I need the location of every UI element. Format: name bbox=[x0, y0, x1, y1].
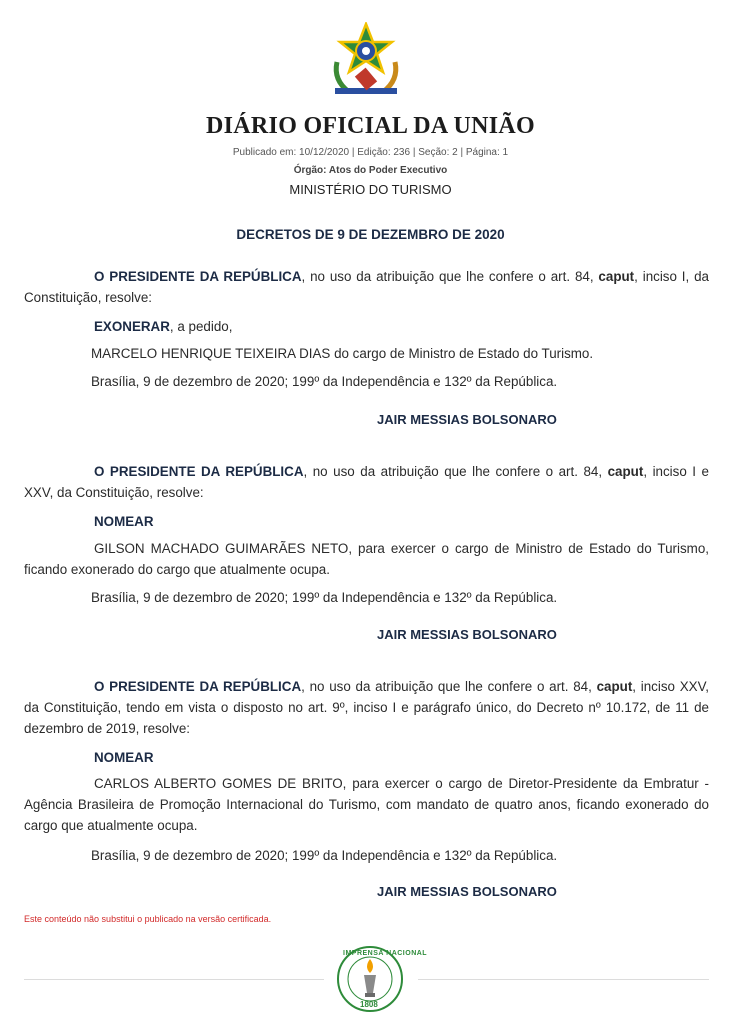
caput-label: caput bbox=[596, 679, 633, 694]
caput-label: caput bbox=[607, 464, 644, 479]
preamble-tail: , inciso XXV, da Constituição, tendo em vista o disposto no art. 9º, inciso I e parágrafo único, do Decreto nº 10.172, de 11 de dezembro de 2019, resolve: bbox=[24, 679, 709, 736]
decrees-title: DECRETOS DE 9 DE DEZEMBRO DE 2020 bbox=[236, 227, 505, 242]
imprensa-nacional-year: 1808 bbox=[360, 1000, 378, 1009]
action-tail: , a pedido, bbox=[169, 319, 233, 334]
decree-3-action: NOMEAR bbox=[94, 750, 154, 765]
preamble-text: , no uso da atribuição que lhe confere o art. 84, bbox=[303, 464, 608, 479]
decree-1-place-date: Brasília, 9 de dezembro de 2020; 199º da Independência e 132º da República. bbox=[91, 374, 558, 389]
president-label: O PRESIDENTE DA REPÚBLICA bbox=[94, 679, 302, 694]
decree-1-body: MARCELO HENRIQUE TEIXEIRA DIAS do cargo de Ministro de Estado do Turismo. bbox=[91, 346, 594, 361]
preamble-tail: , inciso I, da Constituição, resolve: bbox=[24, 269, 710, 305]
imprensa-nacional-text: IMPRENSA NACIONAL bbox=[343, 950, 428, 957]
disclaimer-text: Este conteúdo não substitui o publicado na versão certificada. bbox=[24, 914, 272, 924]
decree-1-action bbox=[94, 316, 232, 337]
publication-meta: Publicado em: 10/12/2020 | Edição: 236 | Seção: 2 | Página: 1 bbox=[232, 147, 509, 158]
decree-3-place-date: Brasília, 9 de dezembro de 2020; 199º da Independência e 132º da República. bbox=[91, 848, 558, 863]
decree-1-signature: JAIR MESSIAS BOLSONARO bbox=[377, 412, 557, 427]
president-label: O PRESIDENTE DA REPÚBLICA bbox=[94, 464, 304, 479]
footer-divider-right bbox=[418, 979, 709, 980]
decree-3-preamble bbox=[24, 676, 709, 739]
preamble-text: , no uso da atribuição que lhe confere o art. 84, bbox=[301, 679, 597, 694]
coat-of-arms-icon bbox=[329, 22, 403, 100]
caput-label: caput bbox=[598, 269, 635, 284]
footer-divider-left bbox=[24, 979, 324, 980]
action-label: EXONERAR bbox=[94, 319, 170, 334]
decree-3-signature: JAIR MESSIAS BOLSONARO bbox=[377, 884, 557, 899]
president-label: O PRESIDENTE DA REPÚBLICA bbox=[94, 269, 302, 284]
decree-2-signature: JAIR MESSIAS BOLSONARO bbox=[377, 627, 557, 642]
decree-2-preamble bbox=[24, 461, 709, 503]
decree-2-place-date: Brasília, 9 de dezembro de 2020; 199º da Independência e 132º da República. bbox=[91, 590, 558, 605]
page-title: DIÁRIO OFICIAL DA UNIÃO bbox=[206, 113, 535, 139]
preamble-tail: , inciso I e XXV, da Constituição, resolve: bbox=[24, 464, 709, 500]
preamble-text: , no uso da atribuição que lhe confere o art. 84, bbox=[301, 269, 599, 284]
decree-2-action: NOMEAR bbox=[94, 514, 154, 529]
orgao-label: Órgão: Atos do Poder Executivo bbox=[293, 165, 448, 176]
decree-1-preamble bbox=[24, 266, 709, 308]
decree-2-body: GILSON MACHADO GUIMARÃES NETO, para exercer o cargo de Ministro de Estado do Turismo, ficando exonerado do cargo que atualmente ocupa. bbox=[24, 541, 709, 577]
ministerio-label: MINISTÉRIO DO TURISMO bbox=[289, 182, 452, 197]
decree-3-body: CARLOS ALBERTO GOMES DE BRITO, para exercer o cargo de Diretor-Presidente da Embratur - Agência Brasileira de Promoção Internacional do Turismo, com mandato de quatro anos, ficando exonerado do cargo que atualmente ocupa. bbox=[24, 776, 709, 833]
